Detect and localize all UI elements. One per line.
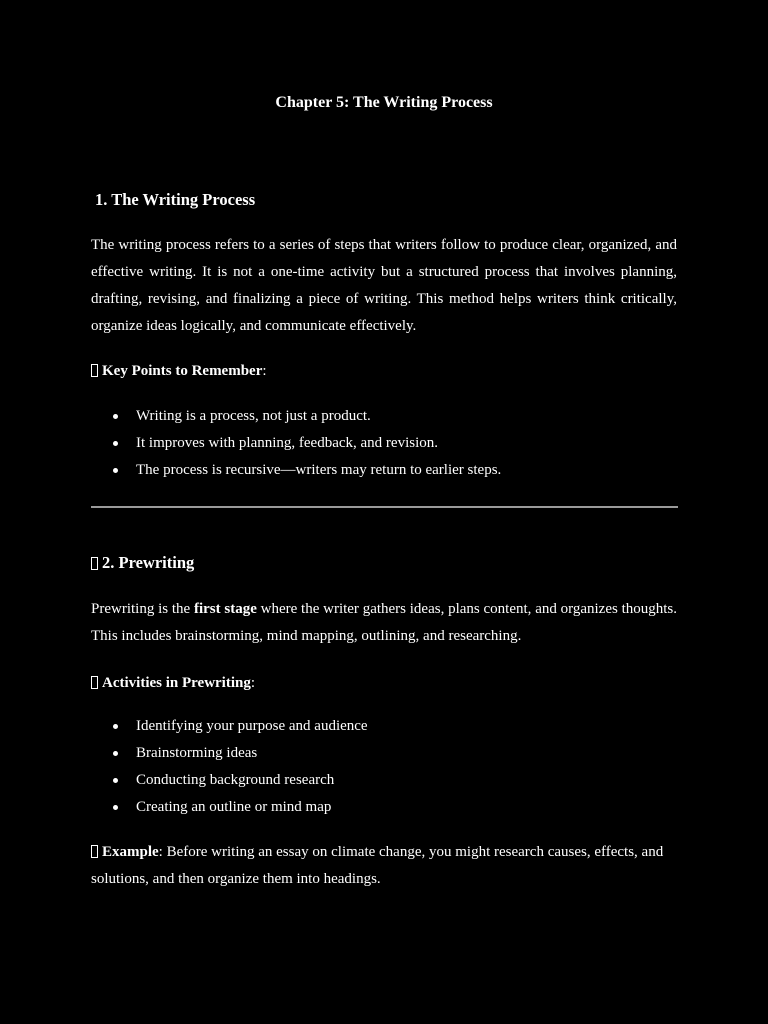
list-item (91, 767, 368, 794)
example-text: : Before writing an essay on climate change, you might research causes, effects, and solutions, and then organize them into headings. (91, 844, 664, 887)
intro-text: Prewriting is the (91, 601, 194, 617)
list-item-text: Identifying your purpose and audience (136, 718, 368, 734)
key-points-label-text: Key Points to Remember (102, 363, 263, 379)
missing-glyph-icon (91, 845, 98, 858)
list-item (91, 794, 368, 821)
section-2-heading-text: 2. Prewriting (102, 553, 195, 572)
list-item (91, 713, 368, 740)
missing-glyph-icon (91, 364, 98, 377)
key-points-label-colon: : (262, 363, 267, 379)
section-1-heading: 1. The Writing Process (95, 190, 256, 209)
list-item-text: It improves with planning, feedback, and revision. (136, 435, 439, 451)
list-item-text: The process is recursive—writers may return to earlier steps. (136, 462, 502, 478)
bullet-icon (113, 751, 118, 756)
section-1-body: The writing process refers to a series of steps that writers follow to produce clear, organized, and effective writing. It is not a one-time activity but a structured process that involves planning, drafting, revising, and finalizing a piece of writing. This method helps writers think critically, organize ideas logically, and communicate effectively. (91, 237, 677, 334)
list-item (91, 740, 368, 767)
key-points-label (91, 361, 267, 381)
bullet-icon (113, 778, 118, 783)
activities-list (91, 713, 368, 821)
missing-glyph-icon (91, 676, 98, 689)
list-item (91, 430, 501, 457)
activities-label-colon: : (250, 675, 256, 691)
list-item-text: Conducting background research (136, 772, 335, 788)
intro-emphasis: first stage (193, 601, 257, 617)
section-2-intro (91, 596, 677, 650)
list-item (91, 457, 501, 484)
list-item-text: Writing is a process, not just a product. (136, 408, 371, 424)
bullet-icon (113, 468, 118, 473)
example-paragraph (91, 839, 677, 893)
bullet-icon (113, 805, 118, 810)
chapter-title: Chapter 5: The Writing Process (275, 94, 493, 111)
activities-label-text: Activities in Prewriting (102, 675, 251, 691)
list-item-text: Brainstorming ideas (136, 745, 258, 761)
list-item-text: Creating an outline or mind map (136, 799, 332, 815)
key-points-list (91, 403, 501, 484)
intro-text-rest: where the writer gathers ideas, plans content, and organizes thoughts. This includes brainstorming, mind mapping, outlining, and researching. (91, 601, 677, 644)
bullet-icon (113, 441, 118, 446)
bullet-icon (113, 724, 118, 729)
list-item (91, 403, 501, 430)
activities-label (91, 673, 255, 693)
horizontal-divider (91, 506, 678, 508)
missing-glyph-icon (91, 557, 98, 570)
example-label: Example (102, 844, 159, 860)
section-2-heading (91, 553, 194, 573)
bullet-icon (113, 414, 118, 419)
